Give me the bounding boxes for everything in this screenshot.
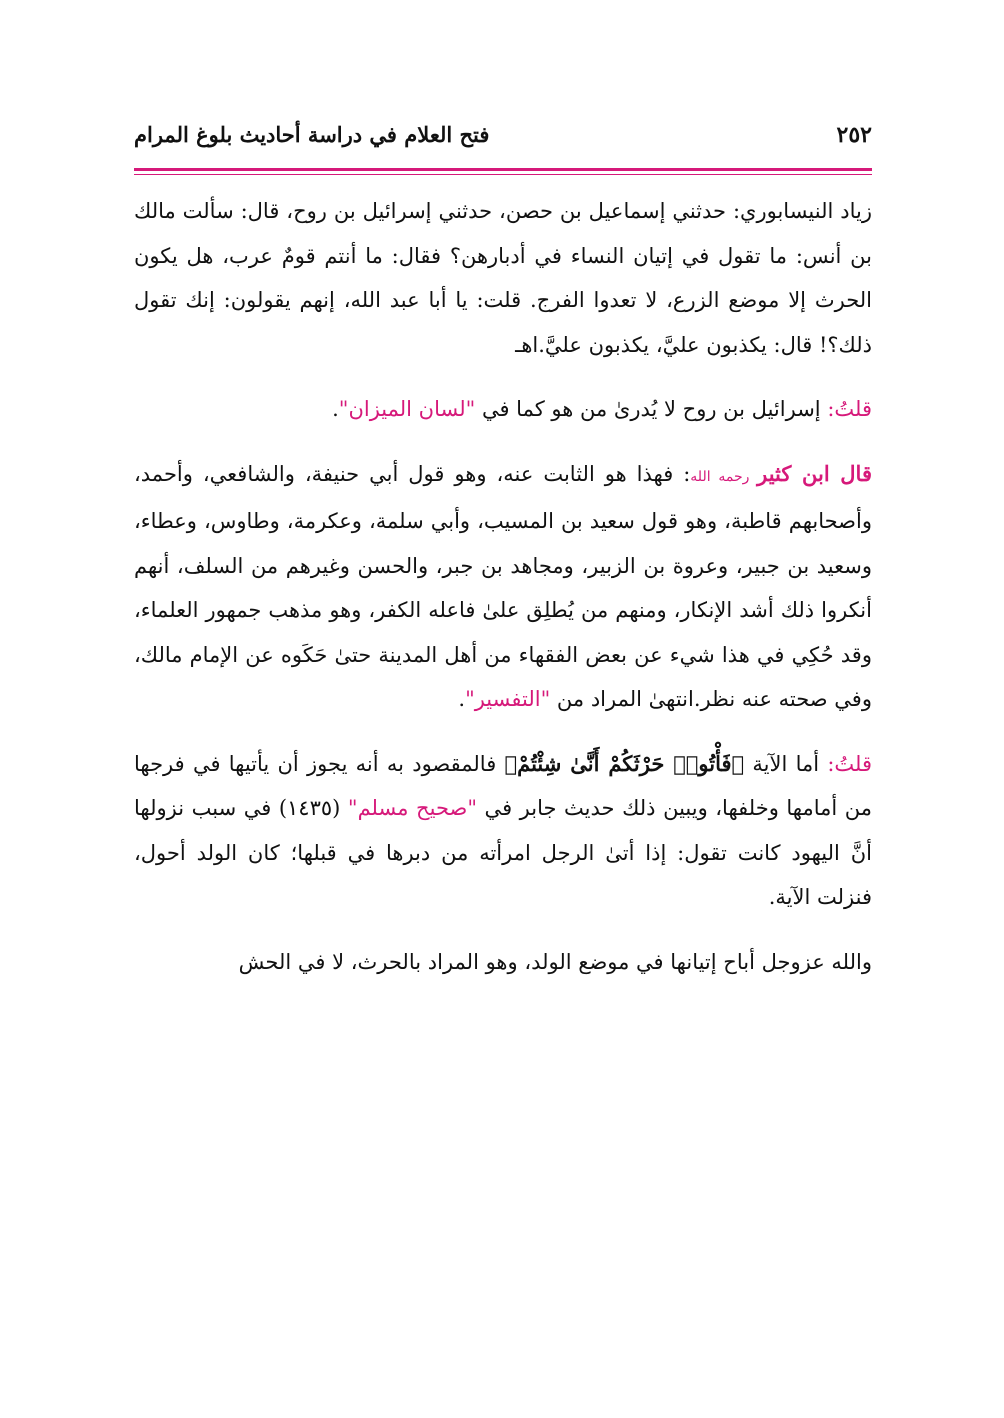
paragraph-note-israil bbox=[134, 387, 872, 432]
book-title: فتح العلام في دراسة أحاديث بلوغ المرام bbox=[134, 122, 490, 147]
paragraph-conclusion bbox=[134, 940, 872, 985]
paragraph-narration bbox=[134, 189, 872, 367]
paragraph-text: فالمقصود به أنه يجوز أن يأتيها في فرجها من أمامها وخلفها، ويبين ذلك حديث جابر في bbox=[134, 751, 873, 820]
paragraph-text: إسرائيل بن روح لا يُدرىٰ من هو كما في bbox=[475, 397, 828, 421]
paragraph-end: . bbox=[332, 397, 339, 421]
header-rule-thick bbox=[134, 168, 872, 171]
document-page bbox=[134, 122, 872, 984]
paragraph-ibn-kathir bbox=[134, 452, 872, 722]
paragraph-verse-explanation bbox=[134, 742, 872, 920]
running-header bbox=[134, 122, 872, 166]
paragraph-text: أما الآية bbox=[744, 751, 828, 776]
note-label: قلتُ: bbox=[827, 751, 872, 776]
quran-verse: ﴿فَأْتُوا۟ حَرْثَكُمْ أَنَّىٰ شِئْتُمْ﴾ bbox=[504, 750, 745, 776]
scholar-label: قال ابن كثير bbox=[757, 460, 872, 486]
paragraph-text: والله عزوجل أباح إتيانها في موضع الولد، وهو المراد بالحرث، لا في الحش bbox=[238, 949, 872, 974]
header-rule-thin bbox=[134, 174, 872, 175]
paragraph-text: : فهذا هو الثابت عنه، وهو قول أبي حنيفة، والشافعي، وأحمد، وأصحابهم قاطبة، وهو قول سعيد بن المسيب، وأبي سلمة، وعكرمة، وطاوس، وعطاء، وسعيد بن جبير، وعروة بن الزبير، ومجاهد بن جبر، والحسن وغيرهم من السلف، أنهم أنكروا ذلك أشد الإنكار، ومنهم من يُطلِق علىٰ فاعله الكفر، وهو مذهب جمهور العلماء، وقد حُكِي في هذا شيء عن بعض الفقهاء من أهل المدينة حتىٰ حَكَوه عن الإمام مالك، وفي صحته عنه نظر.انتهىٰ المراد من bbox=[134, 461, 872, 711]
source-citation: "صحيح مسلم" bbox=[347, 796, 477, 820]
paragraph-end: . bbox=[458, 687, 466, 711]
honorific-mark: رحمه الله bbox=[690, 468, 758, 485]
source-citation: "التفسير" bbox=[465, 687, 551, 711]
source-citation: "لسان الميزان" bbox=[338, 397, 476, 421]
paragraph-text: (١٤٣٥) في سبب نزولها أنَّ اليهود كانت تقول: إذا أتىٰ الرجل امرأته من دبرها في قبلها؛ كان الولد أحول، فنزلت الآية. bbox=[134, 796, 872, 909]
body-text bbox=[134, 189, 872, 984]
paragraph-text: زياد النيسابوري: حدثني إسماعيل بن حصن، حدثني إسرائيل بن روح، قال: سألت مالك بن أنس: ما تقول في إتيان النساء في أدبارهن؟ فقال: ما أنتم قومٌ عرب، هل يكون الحرث إلا موضع الزرع، لا تعدوا الفرج. قلت: يا أبا عبد الله، إنهم يقولون: إنك تقول ذلك؟! قال: يكذبون عليَّ، يكذبون عليَّ.اهـ bbox=[134, 199, 872, 357]
page-number: ٢٥٢ bbox=[836, 122, 872, 148]
note-label: قلتُ: bbox=[827, 397, 872, 421]
